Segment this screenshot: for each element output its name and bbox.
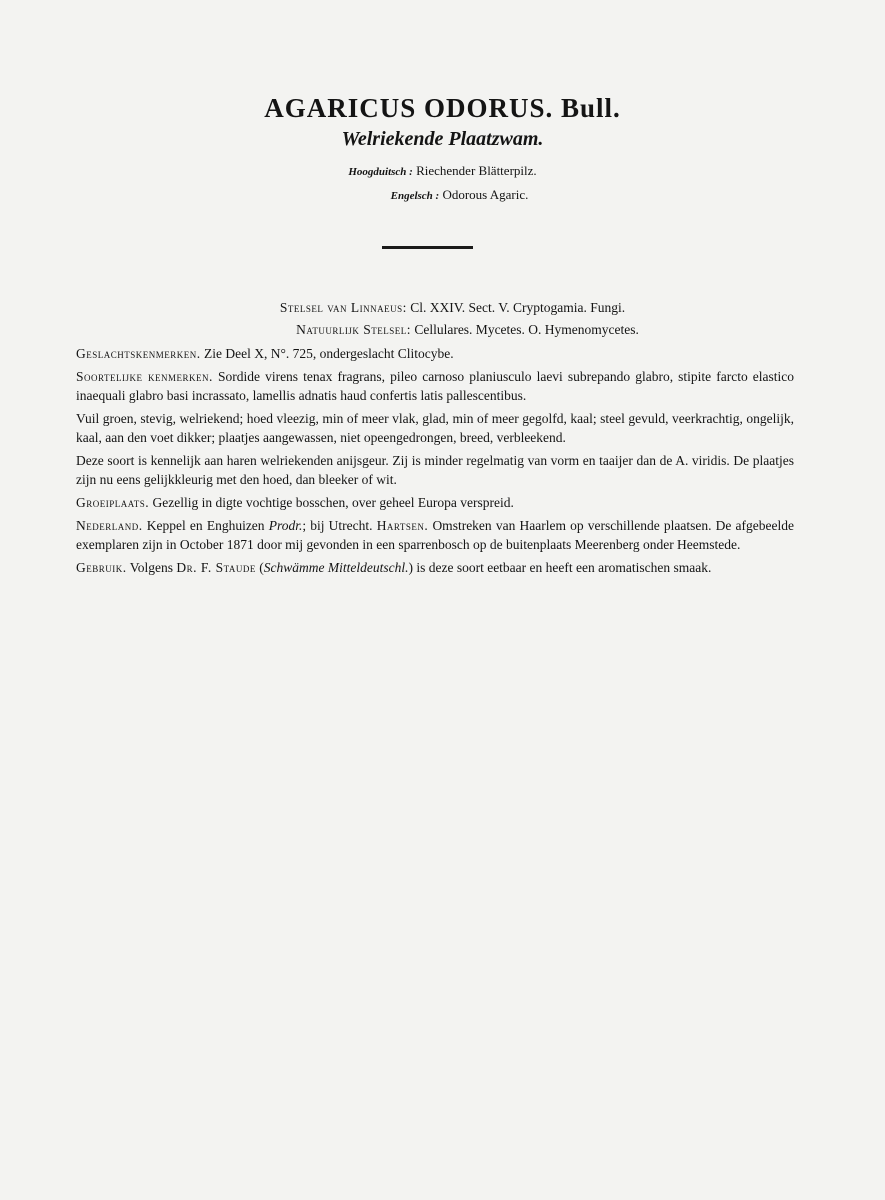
- hartsen-reference: Hartsen.: [376, 518, 429, 533]
- divider-rule: [382, 246, 473, 249]
- german-name: Riechender Blätterpilz.: [416, 163, 537, 178]
- habitat-label: Groeiplaats.: [76, 495, 150, 510]
- usage-label: Gebruik.: [76, 560, 127, 575]
- species-paragraph: [76, 367, 794, 405]
- dutch-common-name: Welriekende Plaatzwam.: [341, 128, 544, 150]
- natural-text: Cellulares. Mycetes. O. Hymenomycetes.: [414, 322, 639, 337]
- habitat-text: Gezellig in digte vochtige bosschen, over geheel Europa verspreid.: [152, 495, 514, 510]
- description-paragraph: Vuil groen, stevig, welriekend; hoed vleezig, min of meer vlak, glad, min of meer gegolfd, kaal; steel gevuld, veerkrachtig, ongelijk, kaal, aan den voet dikker; plaatjes aangewassen, niet opeengedrongen, breed, verbleekend.: [76, 411, 794, 445]
- usage-paragraph: Gebruik. Volgens Dr. F. Staude (Schwämme Mitteldeutschl.) is deze soort eetbaar en heeft een aromatischen smaak.: [76, 560, 712, 575]
- genus-text: Zie Deel X, N°. 725, ondergeslacht Clitocybe.: [204, 346, 454, 361]
- body-text: [76, 344, 794, 581]
- natural-system-line: [0, 322, 885, 338]
- netherlands-label: Nederland.: [76, 518, 143, 533]
- genus-label: Geslachtskenmerken.: [76, 346, 201, 361]
- prodr-reference: Prodr.: [268, 518, 303, 533]
- netherlands-text-1: Keppel en Enghuizen: [146, 518, 265, 533]
- german-label: Hoogduitsch :: [348, 166, 413, 178]
- usage-author: Dr. F. Staude: [176, 560, 256, 575]
- page-title: AGARICUS ODORUS. Bull.: [264, 93, 621, 123]
- english-name-line: [0, 187, 885, 203]
- usage-book: Schwämme Mitteldeutschl.: [263, 560, 409, 575]
- habitat-paragraph: [76, 493, 794, 512]
- english-label: Engelsch :: [390, 190, 440, 202]
- species-label: Soortelijke kenmerken.: [76, 369, 213, 384]
- genus-paragraph: [76, 344, 794, 363]
- netherlands-text-3: Omstreken van Haarlem op verschillende plaatsen. De afgebeelde exemplaren zijn in October 1871 door mij gevonden in een sparrenbosch op de buitenplaats Meerenberg onder Heemstede.: [76, 518, 794, 552]
- natural-label: Natuurlijk Stelsel:: [296, 322, 411, 337]
- remark-paragraph: Deze soort is kennelijk aan haren welriekenden anijsgeur. Zij is minder regelmatig van vorm en taaijer dan de A. viridis. De plaatjes zijn nu eens gelijkkleurig met den hoed, dan bleeker of wit.: [76, 453, 794, 487]
- linnaeus-text: Cl. XXIV. Sect. V. Cryptogamia. Fungi.: [410, 300, 626, 315]
- german-name-line: [0, 163, 885, 179]
- species-text: Sordide virens tenax fragrans, pileo carnoso planiusculo laevi subrepando glabro, stipite farcto elastico inaequali glabro basi incrassato, lamellis adnatis haud confertis latis pallescentibus.: [76, 369, 795, 403]
- usage-text-2: is deze soort eetbaar en heeft een aromatischen smaak.: [416, 560, 712, 575]
- netherlands-text-2: ; bij Utrecht.: [302, 518, 373, 533]
- netherlands-paragraph: [76, 516, 794, 554]
- linnaeus-line: [0, 300, 885, 316]
- linnaeus-label: Stelsel van Linnaeus:: [279, 300, 407, 315]
- english-name: Odorous Agaric.: [442, 187, 529, 202]
- usage-text-1: Volgens: [129, 560, 174, 575]
